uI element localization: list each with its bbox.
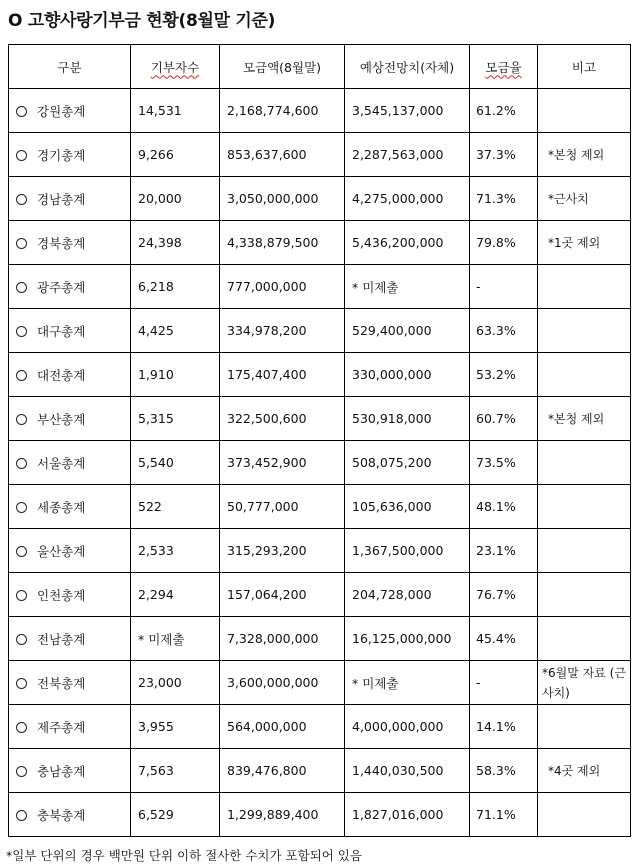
region-name: 서울총계 (37, 455, 86, 471)
cell-region (9, 485, 131, 529)
cell-expected: 1,367,500,000 (345, 529, 470, 573)
table-row (9, 133, 631, 177)
cell-amount: 50,777,000 (220, 485, 345, 529)
cell-expected: 508,075,200 (345, 441, 470, 485)
table-row (9, 221, 631, 265)
cell-note (538, 705, 631, 749)
region-name: 세종총계 (37, 499, 86, 515)
cell-note (538, 617, 631, 661)
circle-bullet-icon (16, 810, 27, 821)
header-expected: 예상전망치(자체) (345, 45, 470, 89)
cell-region (9, 133, 131, 177)
header-rate (470, 45, 538, 89)
cell-rate: 63.3% (470, 309, 538, 353)
table-row (9, 397, 631, 441)
footnote: *일부 단위의 경우 백만원 단위 이하 절사한 수치가 포함되어 있음 (6, 848, 362, 863)
cell-rate: 60.7% (470, 397, 538, 441)
table-row (9, 529, 631, 573)
region-name: 경기총계 (37, 147, 86, 163)
region-name: 대구총계 (37, 323, 86, 339)
region-name: 제주총계 (37, 719, 86, 735)
cell-rate: 48.1% (470, 485, 538, 529)
circle-bullet-icon (16, 722, 27, 733)
cell-expected: 105,636,000 (345, 485, 470, 529)
cell-region (9, 397, 131, 441)
cell-expected: 529,400,000 (345, 309, 470, 353)
cell-region (9, 705, 131, 749)
circle-bullet-icon (16, 678, 27, 689)
circle-bullet-icon (16, 238, 27, 249)
cell-region (9, 749, 131, 793)
cell-expected: * 미제출 (345, 265, 470, 309)
cell-donors: 6,218 (131, 265, 220, 309)
cell-amount: 3,050,000,000 (220, 177, 345, 221)
cell-amount: 7,328,000,000 (220, 617, 345, 661)
cell-region (9, 617, 131, 661)
table-row (9, 441, 631, 485)
cell-amount: 564,000,000 (220, 705, 345, 749)
cell-note: *4곳 제외 (538, 749, 631, 793)
cell-note (538, 485, 631, 529)
table-row (9, 617, 631, 661)
table-row (9, 573, 631, 617)
cell-region (9, 221, 131, 265)
region-name: 경남총계 (37, 191, 86, 207)
header-note: 비고 (538, 45, 631, 89)
cell-donors: 522 (131, 485, 220, 529)
cell-donors: 6,529 (131, 793, 220, 837)
cell-region (9, 661, 131, 705)
circle-bullet-icon (16, 502, 27, 513)
circle-bullet-icon (16, 590, 27, 601)
cell-amount: 777,000,000 (220, 265, 345, 309)
cell-region (9, 441, 131, 485)
cell-region (9, 529, 131, 573)
cell-donors: 23,000 (131, 661, 220, 705)
cell-rate: 58.3% (470, 749, 538, 793)
cell-note (538, 573, 631, 617)
cell-note: *본청 제외 (538, 133, 631, 177)
cell-expected: 204,728,000 (345, 573, 470, 617)
cell-amount: 175,407,400 (220, 353, 345, 397)
cell-amount: 853,637,600 (220, 133, 345, 177)
region-name: 충북총계 (37, 807, 86, 823)
cell-rate: 53.2% (470, 353, 538, 397)
cell-expected: 16,125,000,000 (345, 617, 470, 661)
header-category: 구분 (9, 45, 131, 89)
donation-status-table (8, 44, 631, 837)
cell-donors: 20,000 (131, 177, 220, 221)
cell-expected: 2,287,563,000 (345, 133, 470, 177)
cell-note: *6월말 자료 (근사치) (538, 661, 631, 705)
table-row (9, 485, 631, 529)
cell-region (9, 89, 131, 133)
table-row (9, 309, 631, 353)
cell-amount: 2,168,774,600 (220, 89, 345, 133)
cell-rate: 73.5% (470, 441, 538, 485)
circle-bullet-icon (16, 106, 27, 117)
table-row (9, 661, 631, 705)
header-amount (220, 45, 345, 89)
cell-rate: 71.1% (470, 793, 538, 837)
cell-amount: 157,064,200 (220, 573, 345, 617)
region-name: 전북총계 (37, 675, 86, 691)
table-row (9, 89, 631, 133)
cell-note (538, 309, 631, 353)
cell-expected: 530,918,000 (345, 397, 470, 441)
cell-rate: 79.8% (470, 221, 538, 265)
cell-region (9, 353, 131, 397)
cell-rate: 45.4% (470, 617, 538, 661)
cell-rate: 14.1% (470, 705, 538, 749)
table-header-row (9, 45, 631, 89)
cell-donors: 5,315 (131, 397, 220, 441)
header-rate-label: 모금율 (485, 59, 522, 75)
table-row (9, 749, 631, 793)
cell-expected: 1,440,030,500 (345, 749, 470, 793)
cell-amount: 315,293,200 (220, 529, 345, 573)
table-row (9, 353, 631, 397)
circle-bullet-icon (16, 150, 27, 161)
cell-amount: 322,500,600 (220, 397, 345, 441)
circle-bullet-icon (16, 194, 27, 205)
region-name: 울산총계 (37, 543, 86, 559)
cell-donors: 9,266 (131, 133, 220, 177)
cell-amount: 3,600,000,000 (220, 661, 345, 705)
table-row (9, 793, 631, 837)
circle-bullet-icon (16, 370, 27, 381)
cell-note (538, 441, 631, 485)
circle-bullet-icon (16, 326, 27, 337)
table-row (9, 177, 631, 221)
cell-expected: * 미제출 (345, 661, 470, 705)
circle-bullet-icon (16, 634, 27, 645)
cell-note (538, 265, 631, 309)
cell-expected: 3,545,137,000 (345, 89, 470, 133)
cell-donors: 7,563 (131, 749, 220, 793)
cell-rate: 76.7% (470, 573, 538, 617)
region-name: 경북총계 (37, 235, 86, 251)
circle-bullet-icon (16, 458, 27, 469)
cell-amount: 334,978,200 (220, 309, 345, 353)
region-name: 충남총계 (37, 763, 86, 779)
cell-rate: 37.3% (470, 133, 538, 177)
cell-expected: 4,000,000,000 (345, 705, 470, 749)
cell-expected: 1,827,016,000 (345, 793, 470, 837)
cell-donors: 2,533 (131, 529, 220, 573)
cell-rate: - (470, 661, 538, 705)
cell-donors: 4,425 (131, 309, 220, 353)
region-name: 강원총계 (37, 103, 86, 119)
cell-amount: 839,476,800 (220, 749, 345, 793)
cell-region (9, 793, 131, 837)
cell-rate: 23.1% (470, 529, 538, 573)
region-name: 인천총계 (37, 587, 86, 603)
circle-bullet-icon (16, 414, 27, 425)
circle-bullet-icon (16, 546, 27, 557)
region-name: 광주총계 (37, 279, 86, 295)
region-name: 부산총계 (37, 411, 86, 427)
table-row (9, 705, 631, 749)
cell-region (9, 177, 131, 221)
region-name: 전남총계 (37, 631, 86, 647)
cell-region (9, 573, 131, 617)
region-name: 대전총계 (37, 367, 86, 383)
cell-note (538, 89, 631, 133)
cell-amount: 1,299,889,400 (220, 793, 345, 837)
cell-note: *근사치 (538, 177, 631, 221)
header-amount-label: 모금액(8월말) (242, 59, 322, 75)
cell-region (9, 309, 131, 353)
cell-expected: 5,436,200,000 (345, 221, 470, 265)
cell-donors: 1,910 (131, 353, 220, 397)
cell-amount: 373,452,900 (220, 441, 345, 485)
cell-expected: 330,000,000 (345, 353, 470, 397)
cell-donors: * 미제출 (131, 617, 220, 661)
cell-donors: 2,294 (131, 573, 220, 617)
cell-rate: 61.2% (470, 89, 538, 133)
cell-donors: 3,955 (131, 705, 220, 749)
table-row (9, 265, 631, 309)
cell-note: *1곳 제외 (538, 221, 631, 265)
cell-note (538, 353, 631, 397)
cell-rate: 71.3% (470, 177, 538, 221)
circle-bullet-icon (16, 282, 27, 293)
cell-region (9, 265, 131, 309)
cell-note: *본청 제외 (538, 397, 631, 441)
circle-bullet-icon (16, 766, 27, 777)
cell-amount: 4,338,879,500 (220, 221, 345, 265)
page-title: O 고향사랑기부금 현황(8월말 기준) (8, 11, 276, 31)
header-donors (131, 45, 220, 89)
cell-note (538, 793, 631, 837)
cell-donors: 24,398 (131, 221, 220, 265)
cell-donors: 5,540 (131, 441, 220, 485)
cell-donors: 14,531 (131, 89, 220, 133)
header-donors-label: 기부자수 (150, 59, 200, 75)
cell-rate: - (470, 265, 538, 309)
cell-note (538, 529, 631, 573)
cell-expected: 4,275,000,000 (345, 177, 470, 221)
